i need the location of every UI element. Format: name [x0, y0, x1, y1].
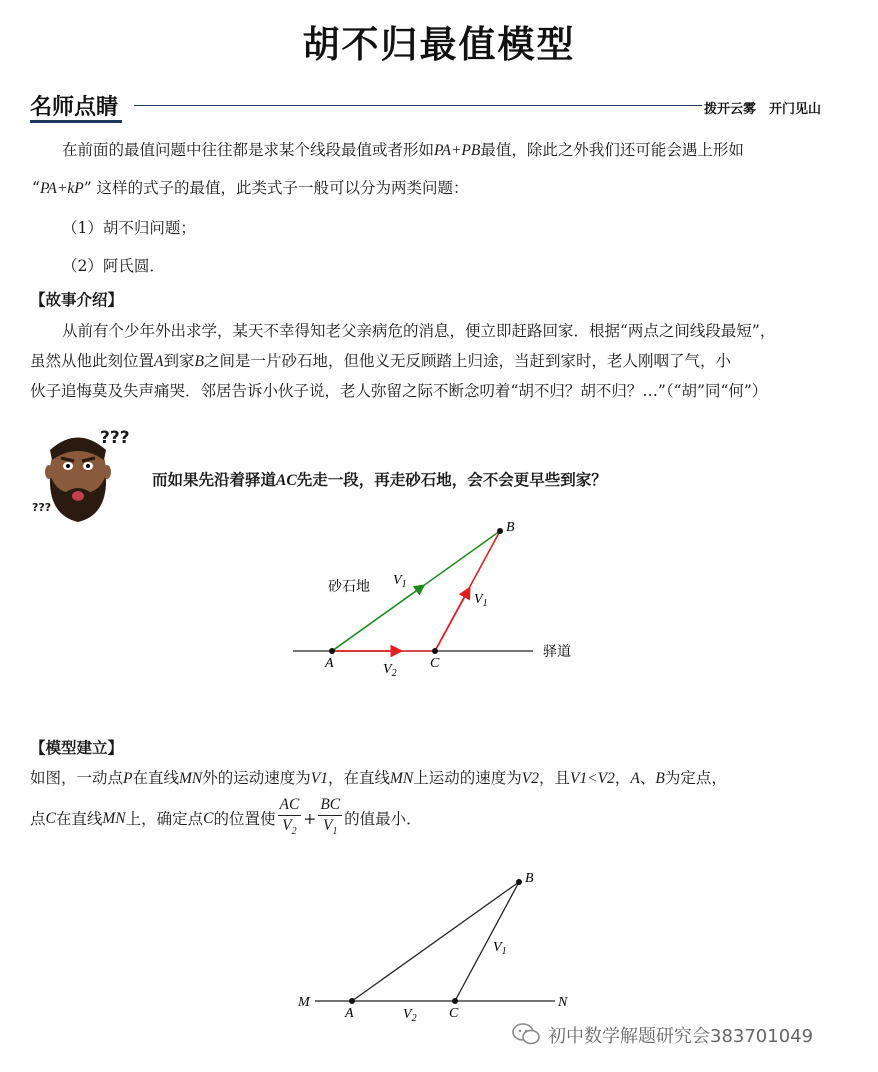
story-line-3: 伙子追悔莫及失声痛哭．邻居告诉小伙子说，老人弥留之际不断念叨着“胡不归？胡不归？…”（“胡”同“何”）	[30, 382, 768, 400]
story-line-2	[30, 350, 731, 373]
fraction-bc-v1	[318, 795, 342, 842]
model-var: V1	[310, 770, 328, 787]
story-heading: 【故事介绍】	[30, 290, 124, 309]
intro-line-1	[62, 139, 744, 162]
model-text: 、	[639, 769, 656, 787]
question-text: 先走一段，再走砂石地，会不会更早些到家？	[296, 470, 607, 489]
point-C	[432, 648, 438, 654]
model-text: 的值最小．	[344, 809, 422, 828]
label-V2: $V_2$	[403, 1007, 417, 1024]
label-B: B	[506, 520, 515, 535]
fraction-numerator: BC	[318, 795, 342, 816]
model-var: C	[45, 809, 56, 827]
story-line-1: 从前有个少年外出求学，某天不幸得知老父亲病危的消息，便立即赶路回家．根据“两点之间线段最短”，	[62, 322, 776, 340]
question-marks: ???	[100, 428, 130, 448]
section-motto: 拨开云雾 开门见山	[704, 102, 822, 117]
cb-arrow	[435, 589, 469, 651]
segment-CB	[455, 882, 519, 1001]
model-var: MN	[179, 770, 203, 787]
label-M: M	[298, 995, 310, 1010]
model-line-1	[30, 767, 727, 790]
label-N: N	[558, 995, 568, 1010]
story-point: B	[194, 353, 204, 370]
intro-line-2	[32, 177, 469, 200]
point-A	[329, 648, 335, 654]
label-V2: $V_2$	[383, 662, 397, 679]
model-var: P	[123, 770, 133, 787]
model-text: 如图，一动点	[30, 769, 124, 787]
footer-account: 初中数学解题研究会383701049	[548, 1026, 814, 1047]
model-line-2	[30, 795, 422, 842]
label-V1: $V_1$	[493, 940, 507, 957]
model-var: A	[630, 770, 640, 787]
page-title: 胡不归最值模型	[302, 23, 576, 66]
fraction-den-sub: 2	[291, 826, 297, 838]
model-text: ，且	[538, 769, 570, 787]
model-var: C	[203, 809, 214, 827]
model-var: B	[655, 770, 665, 787]
fraction-ac-v2	[278, 795, 302, 842]
question-marks-small: ???	[32, 501, 52, 514]
model-text: 上运动的速度为	[413, 769, 522, 787]
story-text: 到家	[163, 352, 195, 370]
fraction-numerator: AC	[278, 795, 302, 816]
story-text: 之间是一片砂石地，但他义无反顾踏上归途，当赶到家时，老人刚咽了气，小	[203, 352, 731, 370]
model-var: MN	[102, 809, 126, 827]
label-C: C	[449, 1006, 459, 1021]
plus-sign: +	[303, 809, 317, 828]
model-heading: 【模型建立】	[30, 738, 124, 757]
section-heading-underline	[30, 120, 122, 123]
point-B	[497, 528, 503, 534]
story-point: A	[154, 353, 164, 370]
list-item-1: （1）胡不归问题；	[62, 219, 196, 237]
label-A: A	[345, 1006, 354, 1021]
model-text: 上，确定点	[125, 809, 204, 828]
sand-arrow	[332, 586, 423, 651]
model-text: 的位置使	[213, 809, 276, 828]
label-V1-seg: $V_1$	[474, 592, 488, 609]
fraction-denominator	[318, 816, 342, 842]
point-A	[349, 998, 355, 1004]
list-item-2: （2）阿氏圆．	[62, 257, 165, 275]
label-B: B	[525, 871, 534, 886]
model-text: 外的运动速度为	[202, 769, 311, 787]
intro-text: “	[32, 179, 40, 197]
question-text: 而如果先沿着驿道	[152, 470, 277, 489]
fraction-den-var: V	[322, 817, 333, 834]
model-var: V2	[521, 770, 539, 787]
model-text: ，	[614, 769, 631, 787]
section-divider	[134, 105, 702, 106]
intro-text: 最值，除此之外我们还可能会遇上形如	[480, 141, 744, 159]
story-text: 虽然从他此刻位置	[30, 352, 155, 370]
model-text: 点	[30, 809, 46, 828]
label-V1-path: $V_1$	[393, 573, 407, 590]
question-segment: AC	[276, 472, 297, 489]
model-text: ，在直线	[327, 769, 390, 787]
label-road: 驿道	[543, 645, 571, 660]
point-C	[452, 998, 458, 1004]
figure-2	[290, 865, 590, 1030]
wechat-icon	[512, 1022, 542, 1046]
fraction-denominator	[278, 816, 302, 842]
intro-expr: PA+PB	[434, 142, 481, 159]
fraction-den-sub: 1	[332, 826, 338, 838]
point-B	[516, 879, 522, 885]
story-question	[152, 469, 607, 492]
model-var: V1<V2	[570, 770, 615, 787]
model-text: 在直线	[132, 769, 179, 787]
label-C: C	[430, 656, 440, 671]
fraction-den-var: V	[282, 817, 292, 834]
model-text: 为定点，	[664, 769, 727, 787]
label-sand: 砂石地	[328, 580, 370, 595]
model-var: MN	[390, 770, 414, 787]
intro-text: ” 这样的式子的最值，此类式子一般可以分为两类问题：	[83, 179, 469, 197]
intro-text: 在前面的最值问题中往往都是求某个线段最值或者形如	[62, 141, 435, 159]
intro-expr: PA+kP	[39, 180, 84, 197]
figure-1	[285, 505, 585, 680]
section-heading: 名师点睛	[30, 95, 119, 120]
label-A: A	[325, 656, 334, 671]
model-text: 在直线	[55, 809, 103, 828]
